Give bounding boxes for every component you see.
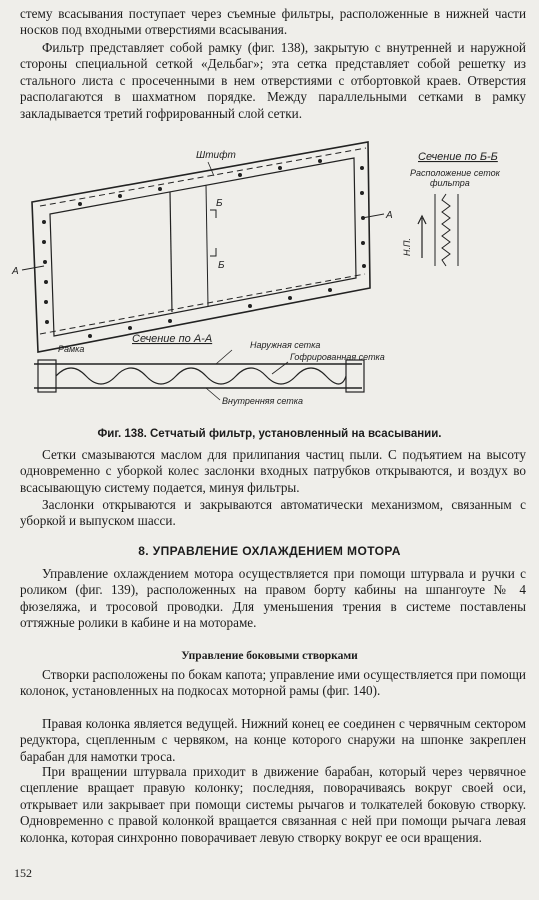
label-a-right: А — [386, 210, 393, 221]
label-a-left: А — [12, 266, 19, 277]
paragraph-right-column: Правая колонка является ведущей. Нижний конец ее соединен с червячным сектором редуктора, сцепленным с червяком, на конце которого снаружи на шпонке закреплен барабан для намотки троса. — [20, 716, 526, 764]
label-shtift: Штифт — [196, 150, 236, 161]
paragraph-side-flaps: Створки расположены по бокам капота; управление ими осуществляется при помощи колонок, установленных на подкосах моторной рамы (фиг. 140). — [20, 667, 526, 699]
paragraph-mesh-oil: Сетки смазываются маслом для прилипания частиц пыли. С подъятием на высоту одновременно с уборкой колес заслонки входных патрубков открываются, и воздух во всасывающую систему подается, минуя фильтры. — [20, 447, 526, 495]
section-bb-drawing — [418, 194, 458, 266]
paragraph-intro: стему всасывания поступает через съемные фильтры, расположенные в нижней части носков под входными отверстиями всасывания. — [20, 6, 526, 38]
paragraph-rotation: При вращении штурвала приходит в движение барабан, который через червячное сцепление вращает правую колонку; последняя, поворачиваясь вокруг своей оси, открывает или закрывает при помощи системы рычагов и толкателей боковую створку. Одновременно с правой колонкой вращается связанная с ней при помощи рычага левая колонка, которая синхронно поворачивает левую створку вокруг ее оси вращения. — [20, 764, 526, 845]
label-flow-direction: Н.П. — [402, 237, 412, 256]
paragraph-filter-description: Фильтр представляет собой рамку (фиг. 138), закрытую с внутренней и наружной стороны специальной сеткой «Дельбаг»; эта сетка представляет собой решетку из стального листа с просеченными в нем отверстиями с отбортовкой краев. Отверстия располагаются в шахматном порядке. Между параллельными сетками в рамку закладывается третий гофрированный слой сетки. — [20, 40, 526, 121]
label-mesh-position-1: Расположение сеток — [410, 168, 500, 178]
figure-caption: Фиг. 138. Сетчатый фильтр, установленный на всасывании. — [97, 428, 442, 440]
label-frame: Рамка — [58, 344, 85, 354]
filter-frame-outer — [32, 142, 370, 352]
label-outer-mesh: Наружная сетка — [250, 340, 321, 350]
label-mesh-position-2: фильтра — [430, 178, 470, 188]
label-inner-mesh: Внутренняя сетка — [222, 396, 304, 406]
paragraph-cooling-control: Управление охлаждением мотора осуществляется при помощи штурвала и ручки с роликом (фиг. 139), расположенных на правом борту кабины на шпангоуте № 4 фюзеляжа, и тросовой проводки. Для уменьшения трения в системе поставлены оттяжные ролики в кабине и на моторамe. — [20, 566, 526, 631]
paragraph-dampers: Заслонки открываются и закрываются автоматически механизмом, связанным с уборкой и выпуском шасси. — [20, 497, 526, 529]
page-number: 152 — [14, 866, 32, 880]
label-section-aa: Сечение по А-А — [132, 333, 213, 345]
label-b-top: Б — [216, 198, 223, 209]
section-heading: 8. УПРАВЛЕНИЕ ОХЛАЖДЕНИЕМ МОТОРА — [138, 544, 401, 558]
label-corrugated-mesh: Гофрированная сетка — [290, 352, 385, 362]
subsection-heading: Управление боковыми створками — [181, 650, 358, 662]
filter-frame-inner — [50, 158, 356, 336]
label-b-bottom: Б — [218, 260, 225, 271]
label-section-bb: Сечение по Б-Б — [418, 151, 498, 163]
figure-138-filter-drawing — [10, 138, 530, 418]
